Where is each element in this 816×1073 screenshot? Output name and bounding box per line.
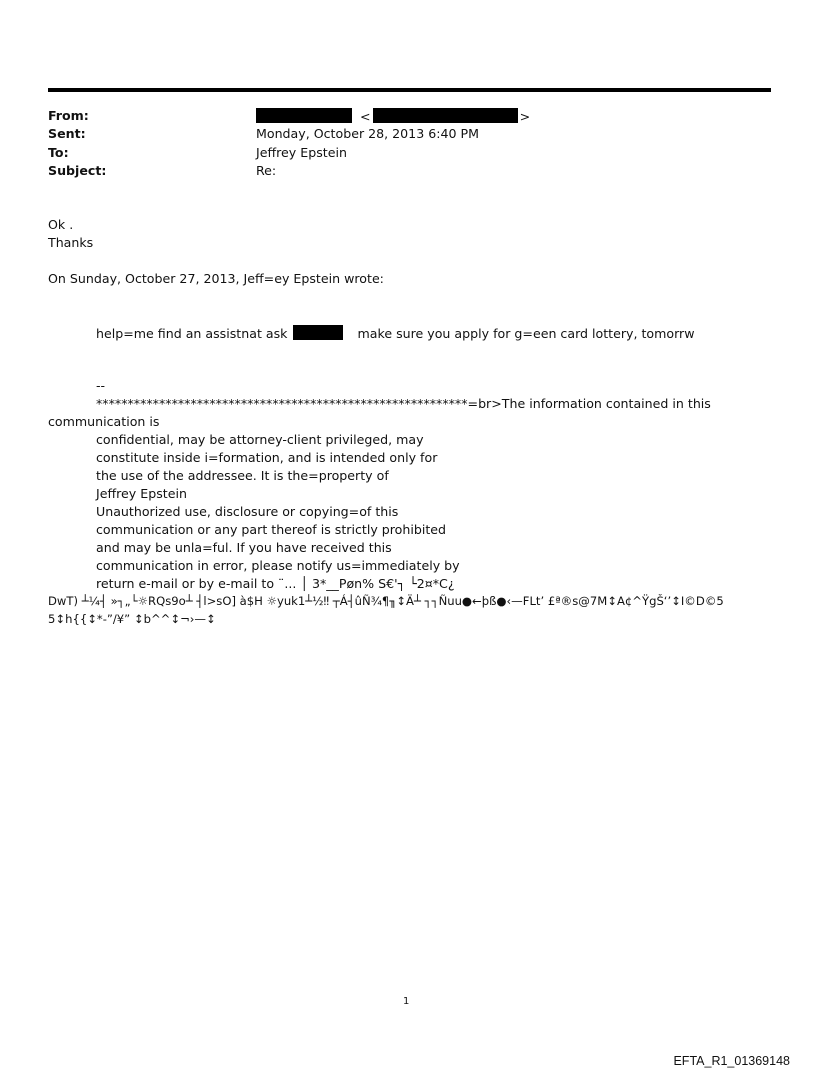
disclaimer-line: communication in error, please notify us=immediately by [96, 558, 460, 573]
from-value [256, 108, 530, 124]
sent-label: Sent: [48, 126, 86, 141]
signature-dash: -- [96, 378, 106, 393]
disclaimer-line: Jeffrey Epstein [96, 486, 187, 501]
disclaimer-line: confidential, may be attorney-client privileged, may [96, 432, 424, 447]
redacted-sender-email [373, 108, 518, 123]
quoted-text-part1: help=me find an assistnat ask [96, 326, 288, 341]
reply-line-1: Ok . [48, 217, 74, 232]
disclaimer-line: Unauthorized use, disclosure or copying=of this [96, 504, 399, 519]
from-open-bracket: < [360, 109, 371, 124]
from-close-bracket: > [519, 109, 531, 124]
to-value: Jeffrey Epstein [256, 145, 347, 160]
disclaimer-line: the use of the addressee. It is the=property of [96, 468, 389, 483]
bates-number: EFTA_R1_01369148 [673, 1054, 790, 1068]
disclaimer-line: and may be unla=ful. If you have received this [96, 540, 392, 555]
reply-line-2: Thanks [48, 235, 94, 250]
header-rule [48, 88, 771, 92]
quoted-message [96, 325, 695, 341]
disclaimer-line: communication or any part thereof is strictly prohibited [96, 522, 447, 537]
from-label: From: [48, 108, 89, 123]
signature-stars-line: ***********************************************************=br>The information contained in this [96, 396, 711, 411]
signature-wrap-line: communication is [48, 414, 160, 429]
disclaimer-line: return e-mail or by e-mail to ¨... │ 3*__Pøn% S€'┐ └2¤*C¿ [96, 576, 455, 591]
redacted-sender-name [256, 108, 352, 123]
page-number: 1 [403, 996, 410, 1007]
sent-value: Monday, October 28, 2013 6:40 PM [256, 126, 479, 141]
disclaimer-line: constitute inside i=formation, and is intended only for [96, 450, 438, 465]
quote-intro: On Sunday, October 27, 2013, Jeff=ey Epstein wrote: [48, 271, 384, 286]
garbled-line: 5↕h{{↕*-”/¥” ↕b^^↕¬›—↕ [48, 612, 216, 626]
garbled-line: DwT) ┴¼┤ »┐„└☼RQs9o┴ ┤l>sO] à$H ☼yuk1┴½‼ ┬Á┤ûÑ¾¶╖↕Ä┴ ┐┐Ñuu●←þß●‹—FLt’ £ª®s@7M↕A¢^ŸgŠ‘’↕I©D©5 [48, 594, 724, 608]
subject-value: Re: [256, 163, 277, 178]
quoted-text-part2: make sure you apply for g=een card lottery, tomorrw [357, 326, 695, 341]
subject-label: Subject: [48, 163, 107, 178]
redacted-name [293, 325, 343, 340]
to-label: To: [48, 145, 69, 160]
